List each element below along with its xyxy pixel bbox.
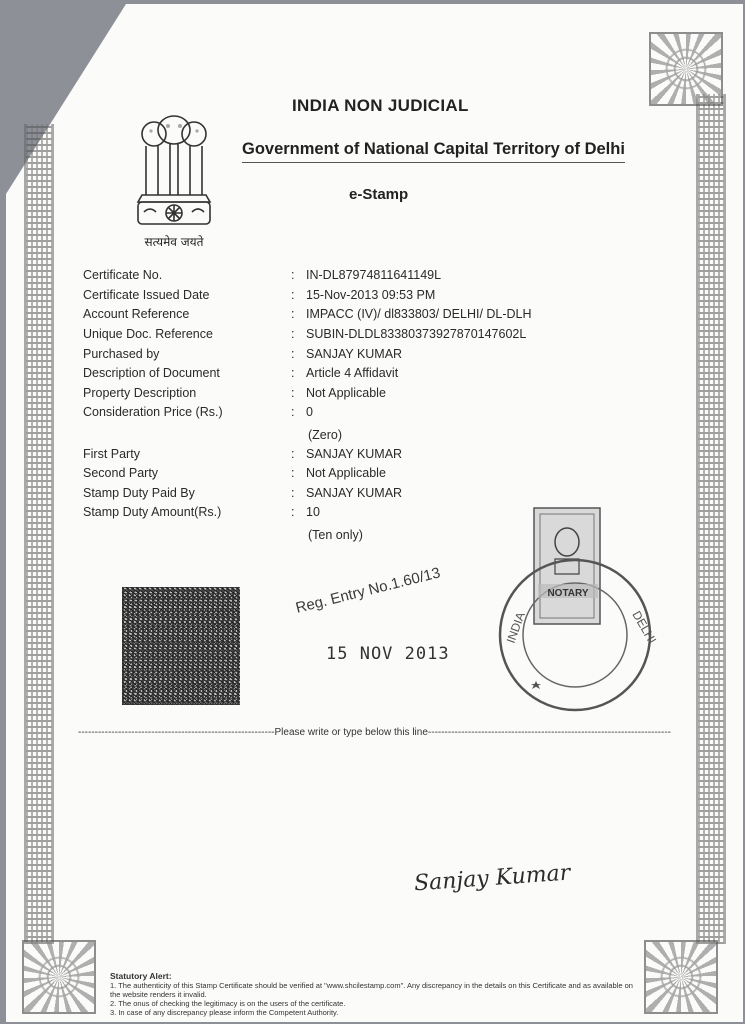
corner-ornament-top-right — [649, 32, 723, 106]
value-stamp-duty-amount: 10 — [306, 505, 320, 519]
alert-item: 3. In case of any discrepancy please inform the Competent Authority. — [110, 1008, 339, 1017]
label-first-party: First Party — [83, 447, 140, 461]
emblem-motto: सत्यमेव जयते — [144, 235, 204, 249]
label-consideration-price: Consideration Price (Rs.) — [83, 405, 223, 419]
colon: : — [291, 466, 295, 480]
qr-code — [122, 587, 240, 705]
value-certificate-no: IN-DL87974811641149L — [306, 268, 442, 282]
colon: : — [291, 288, 295, 302]
notary-seal-icon — [492, 504, 662, 714]
value-document-description: Article 4 Affidavit — [306, 366, 399, 380]
seal-notary-text: NOTARY — [547, 588, 589, 599]
label-property-description: Property Description — [83, 386, 197, 400]
corner-ornament-bottom-right — [644, 940, 718, 1014]
colon: : — [291, 268, 295, 282]
label-stamp-duty-amount: Stamp Duty Amount(Rs.) — [83, 505, 222, 519]
corner-ornament-bottom-left — [22, 940, 96, 1014]
statutory-alert — [110, 972, 640, 1017]
colon: : — [291, 347, 295, 361]
alert-heading: Statutory Alert: — [110, 971, 172, 981]
government-name: Government of National Capital Territory of Delhi — [242, 140, 625, 163]
colon: : — [291, 486, 295, 500]
colon: : — [291, 386, 295, 400]
colon: : — [291, 307, 295, 321]
value-second-party: Not Applicable — [306, 466, 386, 480]
seal-india-text: INDIA — [503, 610, 528, 646]
write-below-line: -----------------------------------------------------------Please write or type below this line------------------------------------------------------------------------- — [78, 727, 672, 738]
colon: : — [291, 447, 295, 461]
right-border — [696, 94, 726, 944]
amount-in-words: (Ten only) — [308, 528, 363, 542]
signature: Sanjay Kumar — [413, 860, 572, 897]
colon: : — [291, 405, 295, 419]
estamp-certificate — [6, 4, 743, 1022]
label-issued-date: Certificate Issued Date — [83, 288, 210, 302]
label-stamp-duty-paid-by: Stamp Duty Paid By — [83, 486, 195, 500]
value-consideration-price: 0 — [306, 405, 313, 419]
colon: : — [291, 505, 295, 519]
ashoka-emblem-icon — [124, 100, 224, 250]
value-issued-date: 15-Nov-2013 09:53 PM — [306, 288, 436, 302]
estamp-label: e-Stamp — [349, 186, 409, 203]
value-first-party: SANJAY KUMAR — [306, 447, 403, 461]
value-stamp-duty-paid-by: SANJAY KUMAR — [306, 486, 403, 500]
value-property-description: Not Applicable — [306, 386, 386, 400]
label-unique-doc-reference: Unique Doc. Reference — [83, 327, 213, 341]
stamp-title: INDIA NON JUDICIAL — [292, 96, 469, 115]
reg-entry-date: 15 NOV 2013 — [326, 644, 450, 664]
colon: : — [291, 327, 295, 341]
seal-delhi-text: DELHI — [629, 608, 660, 647]
alert-item: 1. The authenticity of this Stamp Certificate should be verified at "www.shcilestamp.com". Any discrepancy in the details on this Certificate and as available on the website renders it invalid. — [110, 981, 633, 999]
value-unique-doc-reference: SUBIN-DLDL83380373927870147602L — [306, 327, 527, 341]
label-account-reference: Account Reference — [83, 307, 190, 321]
label-certificate-no: Certificate No. — [83, 268, 163, 282]
label-purchased-by: Purchased by — [83, 347, 160, 361]
label-document-description: Description of Document — [83, 366, 220, 380]
write-below-text: Please write or type below this line — [274, 727, 428, 738]
label-second-party: Second Party — [83, 466, 159, 480]
consideration-in-words: (Zero) — [308, 428, 343, 442]
value-account-reference: IMPACC (IV)/ dl833803/ DELHI/ DL-DLH — [306, 307, 532, 321]
alert-item: 2. The onus of checking the legitimacy is on the users of the certificate. — [110, 999, 346, 1008]
reg-entry-stamp: Reg. Entry No.1.60/13 — [293, 564, 443, 617]
value-purchased-by: SANJAY KUMAR — [306, 347, 403, 361]
colon: : — [291, 366, 295, 380]
left-border — [24, 124, 54, 944]
